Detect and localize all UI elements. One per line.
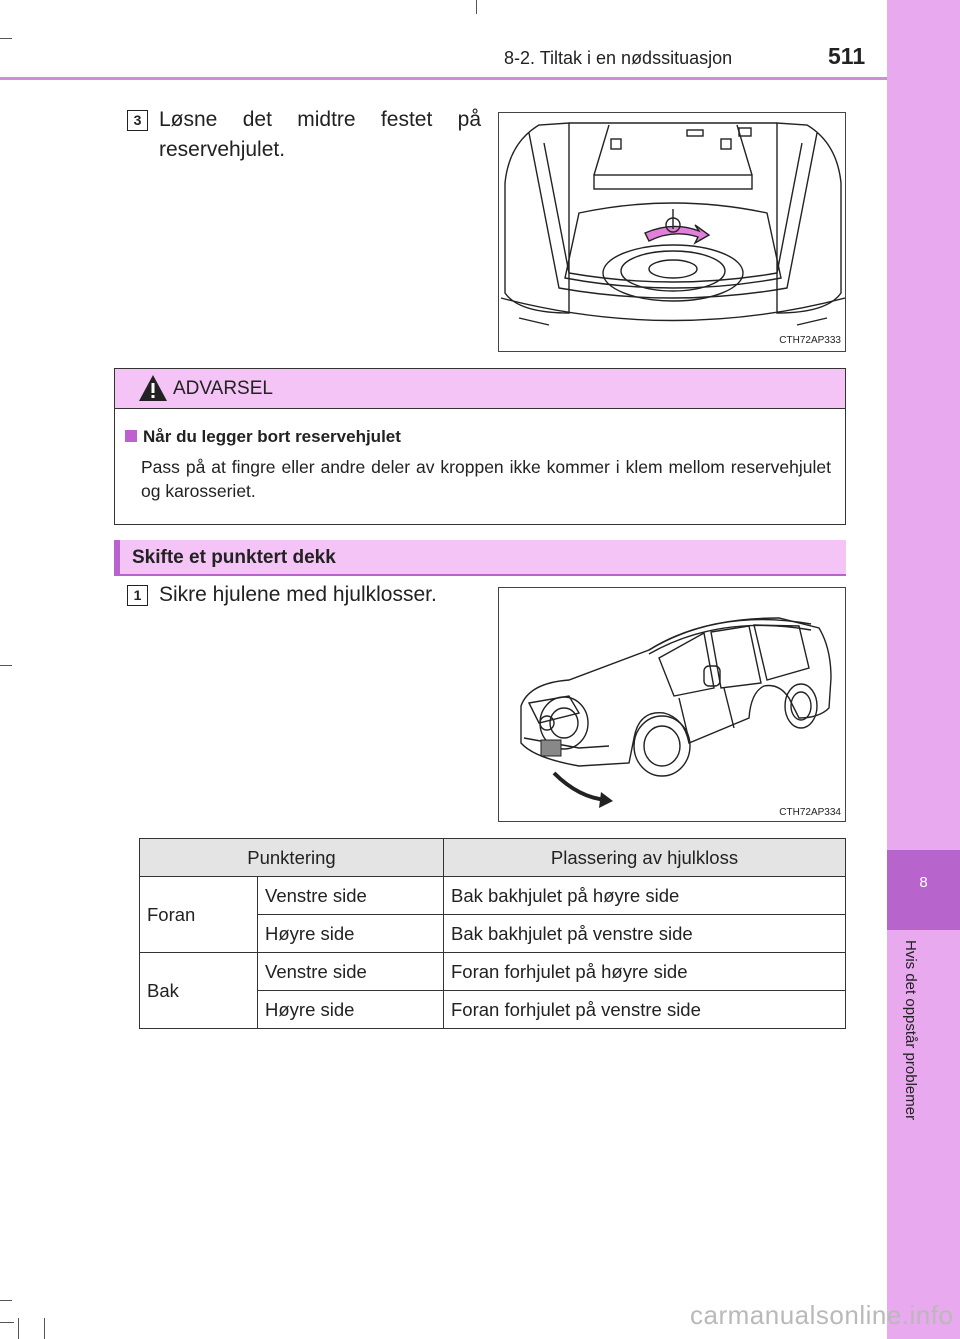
chock-arrow — [554, 773, 607, 800]
wheel-chock-table — [139, 838, 846, 1029]
table-row — [140, 953, 846, 991]
table-cell: Høyre side — [258, 915, 444, 953]
table-cell: Venstre side — [258, 877, 444, 915]
chapter-number: 8 — [919, 874, 928, 891]
step-1-number: 1 — [127, 585, 148, 606]
square-bullet-icon — [125, 430, 137, 442]
section-title: 8-2. Tiltak i en nødssituasjon — [504, 48, 733, 68]
chapter-label: Hvis det oppstår problemer — [902, 940, 919, 1121]
warning-title: ADVARSEL — [173, 378, 273, 399]
crop-mark — [476, 0, 477, 14]
crop-mark — [0, 1300, 12, 1301]
warning-subheading — [125, 427, 401, 447]
image-code: CTH72AP334 — [779, 807, 841, 818]
step-1-text: Sikre hjulene med hjulklosser. — [159, 583, 437, 606]
warning-triangle-icon — [137, 373, 169, 403]
table-cell: Bak bakhjulet på venstre side — [444, 915, 846, 953]
car-drawing — [499, 588, 846, 822]
table-cell: Høyre side — [258, 991, 444, 1029]
table-row — [140, 877, 846, 915]
table-header: Punktering — [140, 839, 444, 877]
warning-box — [114, 368, 846, 525]
trunk-spare-wheel-illustration — [498, 112, 846, 352]
table-cell: Bak bakhjulet på høyre side — [444, 877, 846, 915]
table-header: Plassering av hjulkloss — [444, 839, 846, 877]
chapter-label-container — [895, 940, 919, 1180]
warning-body: Pass på at fingre eller andre deler av kroppen ikke kommer i klem mellom reservehjulet og karosseriet. — [141, 457, 831, 501]
image-code: CTH72AP333 — [779, 335, 841, 346]
crop-mark — [0, 38, 12, 39]
table-cell: Foran forhjulet på venstre side — [444, 991, 846, 1029]
table-cell: Venstre side — [258, 953, 444, 991]
page-number: 511 — [828, 43, 866, 69]
table-group-label: Foran — [140, 877, 258, 953]
section-heading-text: Skifte et punktert dekk — [132, 547, 336, 568]
table-cell: Foran forhjulet på høyre side — [444, 953, 846, 991]
crop-mark — [44, 1318, 45, 1339]
wheel-chock — [541, 740, 561, 756]
car-wheel-chock-illustration — [498, 587, 846, 822]
crop-mark — [0, 1322, 14, 1323]
crop-mark — [0, 665, 12, 666]
header-rule — [0, 77, 887, 80]
trunk-drawing — [499, 113, 846, 352]
table-group-label: Bak — [140, 953, 258, 1029]
step-3-number: 3 — [127, 110, 148, 131]
table-header-row — [140, 839, 846, 877]
warning-header — [115, 369, 845, 409]
crop-mark — [18, 1318, 19, 1339]
warning-subheading-text: Når du legger bort reservehjulet — [143, 427, 401, 446]
section-heading — [114, 540, 846, 576]
watermark: carmanualsonline.info — [690, 1300, 954, 1330]
step-3-text: Løsne det midtre festet på reservehjulet. — [159, 108, 481, 161]
loosen-arrow — [645, 209, 709, 243]
